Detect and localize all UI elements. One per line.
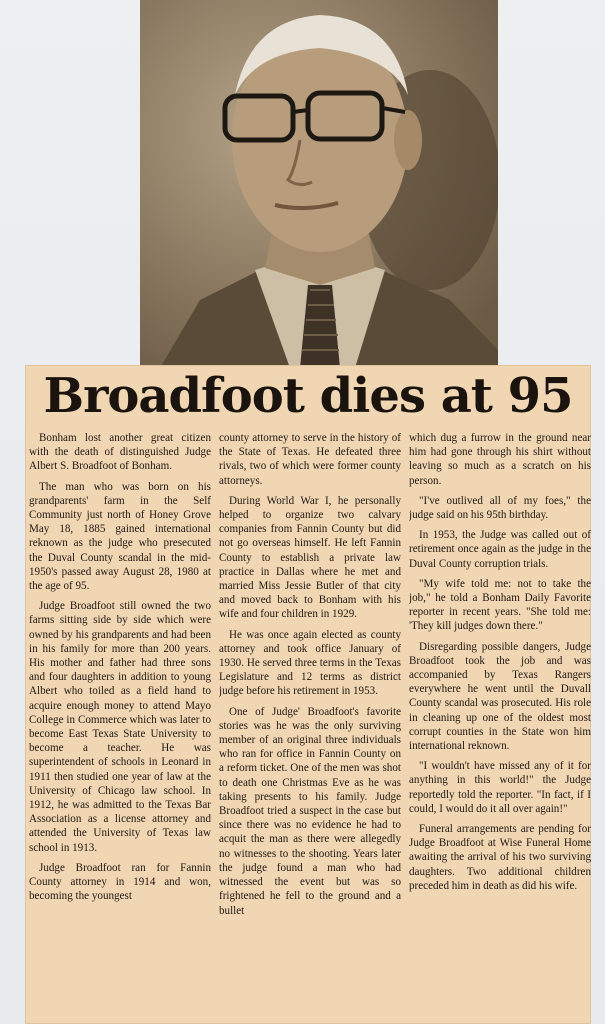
paragraph: In 1953, the Judge was called out of retirement once again as the judge in the Duval County corruption trials. <box>409 529 591 570</box>
paragraph: During World War I, he personally helped to organize two calvary companies from Fannin County but did not go overseas himself. He left Fannin County to establish a private law practice in Dallas where he met and married Miss Jessie Butler of that city and moved back to Bonham with his wife and four children in 1929. <box>219 494 401 621</box>
column-1 <box>29 431 211 1021</box>
paragraph: which dug a furrow in the ground near him had gone through his shirt without leaving so much as a scratch on his person. <box>409 432 591 487</box>
paragraph: One of Judge' Broadfoot's favorite stories was he was the only surviving member of an original three individuals who ran for office in Fannin County on a reform ticket. One of the men was shot to death one Christmas Eve as he was taking presents to his family. Judge Broadfoot tried a suspect in the case but since there was no evidence he had to acquit the man as there were allegedly no witnesses to the shooting. Years later the judge found a man who had witnessed the event but was so frightened he fell to the ground and a bullet <box>219 705 401 917</box>
paragraph: "I wouldn't have missed any of it for anything in this world!" the Judge reportedly told the reporter. "In fact, if I could, I would do it all over again!" <box>409 760 591 815</box>
paragraph: He was once again elected as county attorney and took office January of 1930. He served three terms in the Texas Legislature and 12 terms as district judge before his retirement in 1953. <box>219 628 401 698</box>
article-columns <box>29 431 591 1021</box>
paragraph: Funeral arrangements are pending for Judge Broadfoot at Wise Funeral Home awaiting the arrival of his two surviving daughters. Two additional children preceded him in death as did his wife. <box>409 823 591 892</box>
paragraph: "I've outlived all of my foes," the judge said on his 95th birthday. <box>409 494 591 522</box>
portrait-photo <box>140 0 498 368</box>
column-2 <box>219 431 401 1021</box>
headline: Broadfoot dies at 95 <box>43 368 573 424</box>
paragraph: county attorney to serve in the history of the State of Texas. He defeated three rivals, two of which were former county attorneys. <box>219 432 401 487</box>
column-3 <box>409 431 591 1021</box>
newspaper-clipping <box>25 365 591 1024</box>
paragraph: The man who was born on his grandparents' farm in the Self Community just north of Honey Grove May 18, 1885 gained international reknown as the judge who presecuted the Duval County scandal in the mid-1950's passed away August 28, 1980 at the age of 95. <box>29 480 211 593</box>
portrait-illustration <box>140 0 498 368</box>
paragraph: Judge Broadfoot still owned the two farms sitting side by side which were owned by his grandparents and had been in his family for more than 200 years. His mother and father had three sons and four daughters in addition to young Albert who toiled as a field hand to acquire enough money to attend Mayo College in Commerce which was later to become East Texas State University to become a teacher. He was superintendent of schools in Leonard in 1911 then studied one year of law at the University of Chicago law school. In 1912, he was admitted to the Texas Bar Association as a license attorney and attended the University of Texas law school in 1913. <box>29 600 211 854</box>
paragraph: "My wife told me: not to take the job," he told a Bonham Daily Favorite reporter in recent years. "She told me: 'They kill judges down there." <box>409 577 591 633</box>
paragraph: Judge Broadfoot ran for Fannin County attorney in 1914 and won, becoming the youngest <box>29 861 211 903</box>
paragraph: Disregarding possible dangers, Judge Broadfoot took the job and was accompanied by Texas Rangers everywhere he went until the Duvall County scandal was prosecuted. His role in cleaning up one of the oldest most corrupt counties in the State won him international reknown. <box>409 640 591 753</box>
paragraph: Bonham lost another great citizen with the death of distinguished Judge Albert S. Broadfoot of Bonham. <box>29 432 211 473</box>
